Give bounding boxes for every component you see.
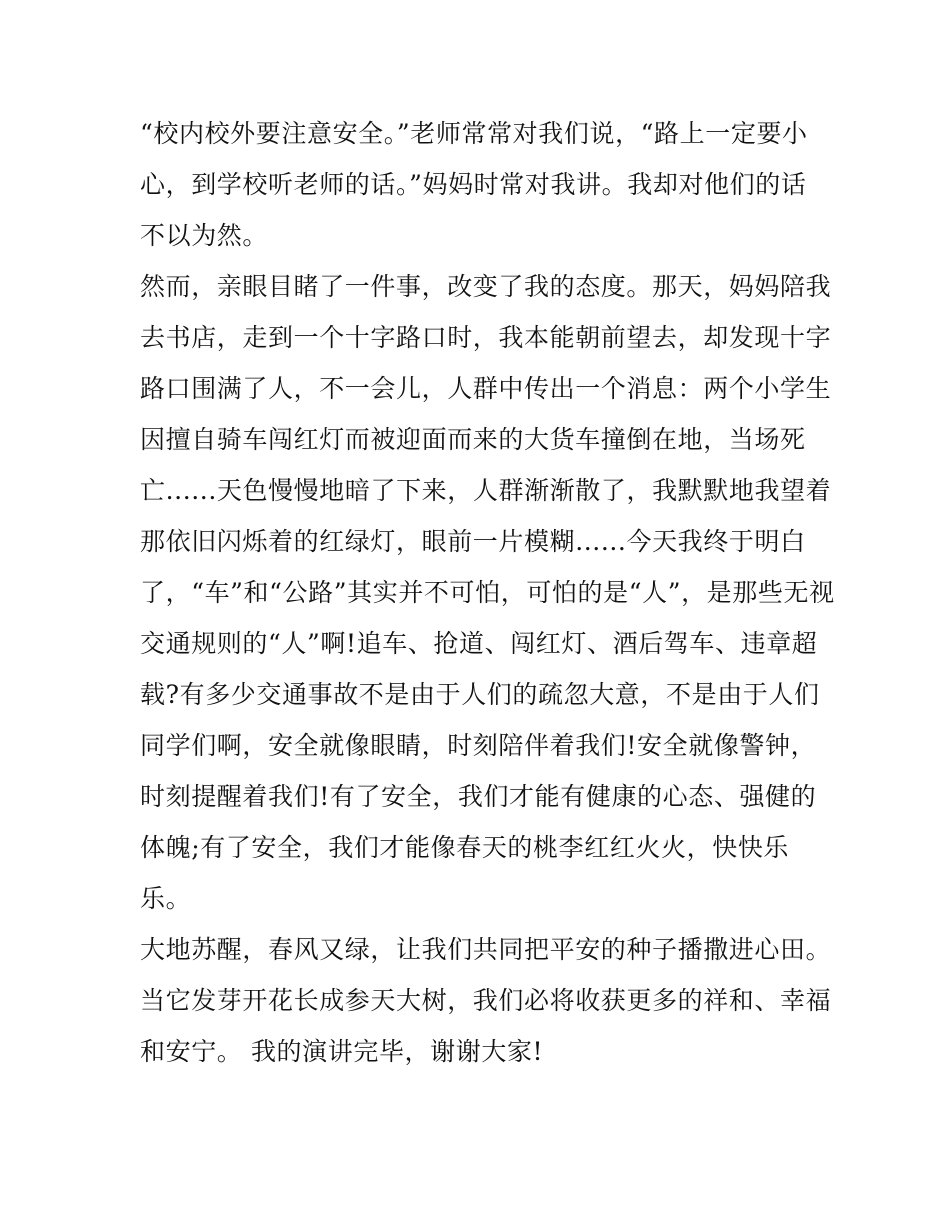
text-line: 当它发芽开花长成参天大树，我们必将收获更多的祥和、幸福 [140, 986, 832, 1015]
paragraph-closing [140, 924, 830, 1077]
text-line: 然而，亲眼目睹了一件事，改变了我的态度。那天，妈妈陪我 [140, 272, 832, 301]
text-line: 交通规则的“人”啊!追车、抢道、闯红灯、酒后驾车、违章超 [140, 629, 818, 658]
document-body [140, 108, 835, 1077]
text-line: 和安宁。 我的演讲完毕，谢谢大家! [140, 1037, 544, 1066]
text-line: 不以为然。 [140, 221, 269, 250]
text-line: 载?有多少交通事故不是由于人们的疏忽大意，不是由于人们 [140, 680, 820, 709]
text-line: 了，“车”和“公路”其实并不可怕，可怕的是“人”，是那些无视 [140, 578, 835, 607]
text-line: 因擅自骑车闯红灯而被迎面而来的大货车撞倒在地，当场死 [140, 425, 806, 454]
paragraph-accident-story [140, 261, 835, 720]
text-line: 亡......天色慢慢地暗了下来，人群渐渐散了，我默默地我望着 [140, 476, 832, 505]
text-line: “校内校外要注意安全。”老师常常对我们说，“路上一定要小 [140, 119, 808, 148]
text-line: 乐。 [140, 884, 192, 913]
text-line: 那依旧闪烁着的红绿灯，眼前一片模糊......今天我终于明白 [140, 527, 806, 556]
paragraph-safety-reminder [140, 108, 830, 261]
text-line: 去书店，走到一个十字路口时，我本能朝前望去，却发现十字 [140, 323, 832, 352]
text-line: 心，到学校听老师的话。”妈妈时常对我讲。我却对他们的话 [140, 170, 807, 199]
paragraph-safety-metaphor [140, 720, 830, 924]
text-line: 大地苏醒，春风又绿，让我们共同把平安的种子播撒进心田。 [140, 935, 832, 964]
text-line: 路口围满了人，不一会儿，人群中传出一个消息：两个小学生 [140, 374, 832, 403]
text-line: 时刻提醒着我们!有了安全，我们才能有健康的心态、强健的 [140, 782, 817, 811]
text-line: 同学们啊，安全就像眼睛，时刻陪伴着我们!安全就像警钟， [140, 731, 817, 760]
text-line: 体魄;有了安全，我们才能像春天的桃李红红火火，快快乐 [140, 833, 790, 862]
